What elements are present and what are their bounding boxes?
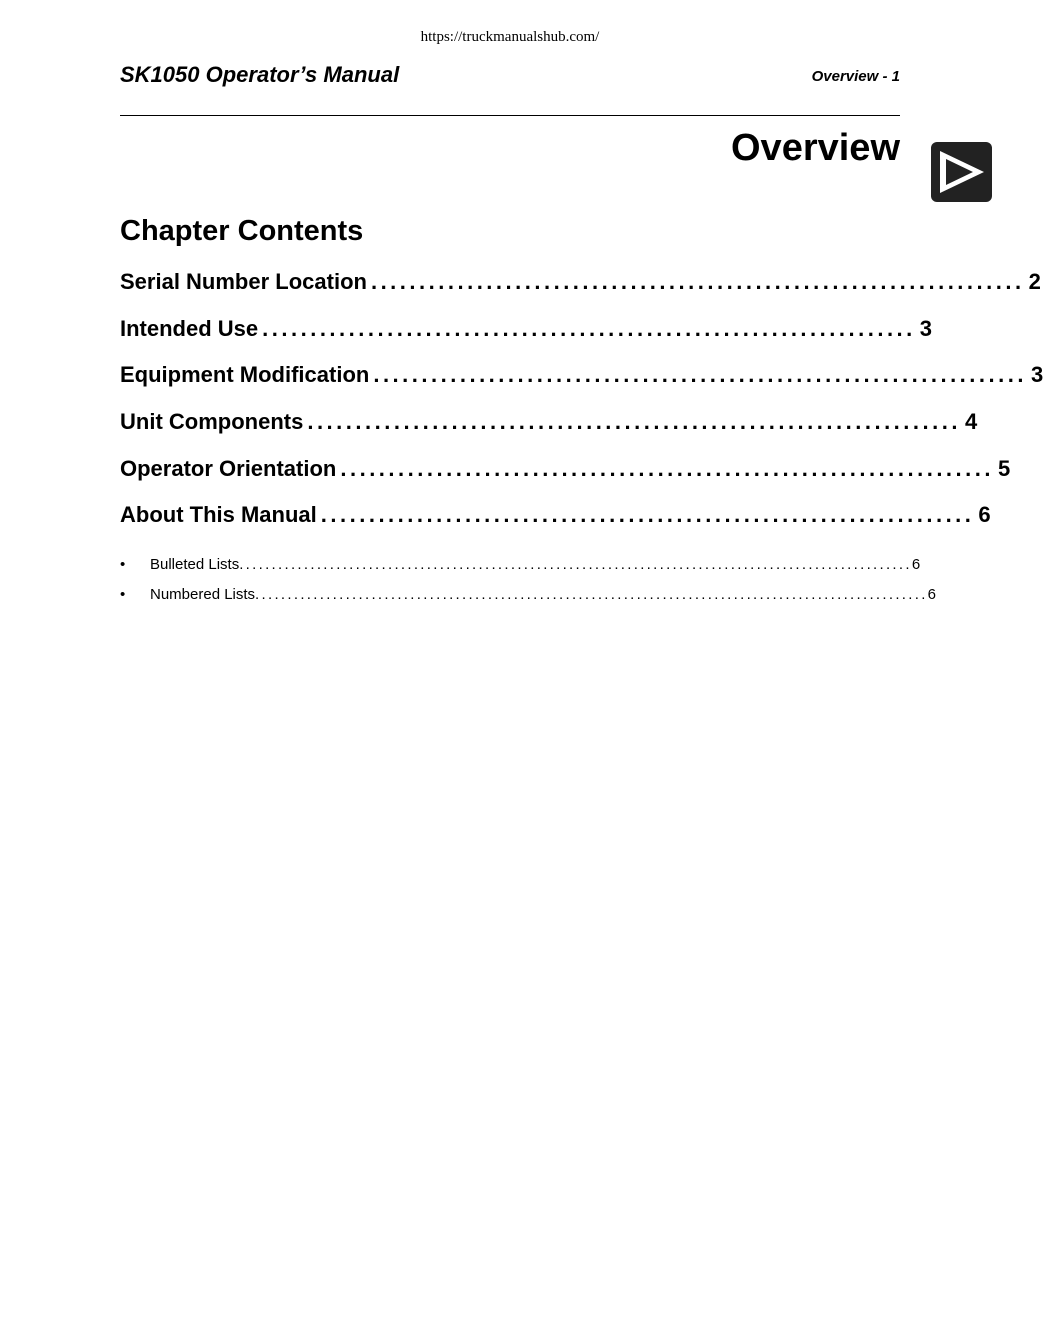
right-arrow-tab-icon	[931, 142, 992, 202]
toc-entry-page: 3	[919, 315, 933, 341]
toc-entry[interactable]	[120, 408, 978, 436]
dot-leader: ....................................................................	[370, 269, 1025, 294]
subtoc-entry-page: 6	[911, 556, 921, 573]
manual-title: SK1050 Operator’s Manual	[120, 62, 400, 87]
toc-entry-page: 4	[964, 409, 978, 435]
sub-table-of-contents	[120, 556, 937, 616]
dot-leader: ........................................................................................................	[255, 586, 928, 603]
toc-entry[interactable]	[120, 455, 1011, 483]
dot-leader: ....................................................................	[373, 362, 1027, 388]
dot-leader: ....................................................................	[307, 409, 961, 435]
toc-entry-label: About This Manual	[120, 502, 317, 528]
dot-leader: ....................................................................	[340, 455, 994, 481]
toc-entry-label: Operator Orientation	[120, 455, 337, 481]
toc-entry[interactable]	[120, 268, 1041, 296]
subtoc-entry-label: Bulleted Lists	[150, 556, 240, 573]
toc-entry-page: 5	[998, 455, 1011, 481]
dot-leader: ....................................................................	[320, 502, 975, 528]
toc-entry-page: 2	[1028, 269, 1041, 294]
toc-entry-page: 6	[978, 502, 991, 528]
bullet-icon: •	[120, 586, 126, 603]
toc-entry-label: Intended Use	[120, 315, 259, 341]
subtoc-entry[interactable]	[120, 556, 921, 574]
toc-entry[interactable]	[120, 315, 933, 343]
toc-entry-label: Equipment Modification	[120, 362, 370, 388]
toc-entry[interactable]	[120, 361, 1043, 389]
source-url: https://truckmanualshub.com/	[420, 29, 600, 45]
toc-entry-label: Unit Components	[120, 409, 304, 435]
subtoc-entry-page: 6	[927, 586, 937, 603]
bullet-icon: •	[120, 556, 126, 573]
dot-leader: ....................................................................	[262, 315, 916, 341]
subtoc-entry[interactable]	[120, 586, 937, 604]
table-of-contents	[120, 268, 1043, 548]
subtoc-entry-label: Numbered Lists	[150, 586, 256, 603]
section-title: Overview	[731, 127, 900, 169]
chapter-contents-heading: Chapter Contents	[120, 215, 364, 247]
toc-entry[interactable]	[120, 501, 991, 529]
toc-entry-label: Serial Number Location	[120, 269, 367, 294]
header-divider	[120, 115, 900, 116]
dot-leader: ........................................................................................................	[239, 556, 912, 573]
page-label: Overview - 1	[811, 68, 900, 85]
toc-entry-page: 3	[1030, 362, 1043, 388]
section-tab	[931, 142, 992, 202]
